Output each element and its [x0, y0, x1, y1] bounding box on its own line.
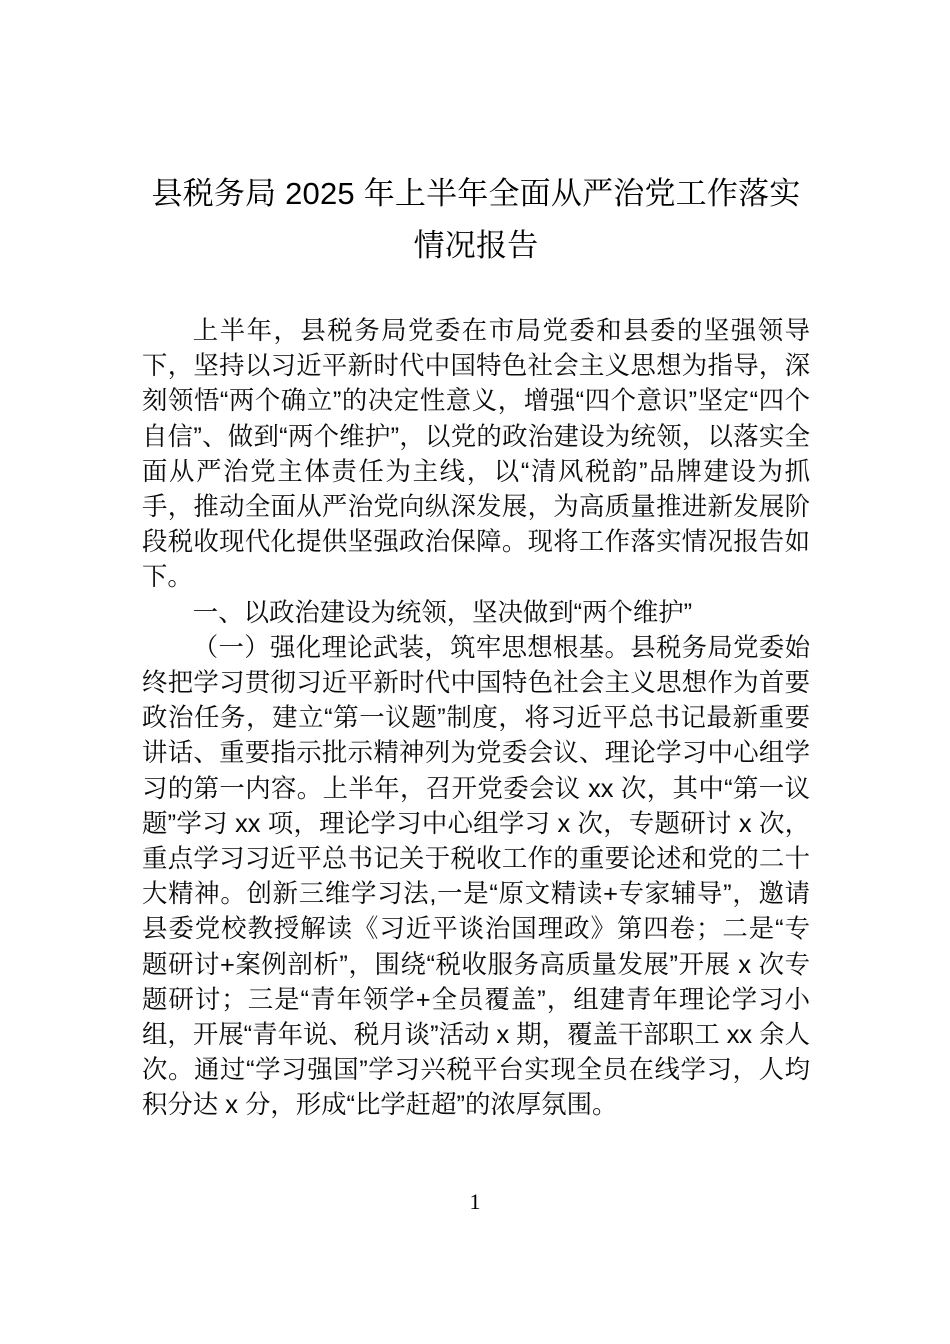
title-spacer	[142, 272, 810, 314]
page-title: 县税务局 2025 年上半年全面从严治党工作落实情况报告	[151, 176, 801, 263]
document-body	[142, 168, 810, 1124]
paragraph-intro: 上半年，县税务局党委在市局党委和县委的坚强领导下，坚持以习近平新时代中国特色社会主义思想为指导，深刻领悟“两个确立”的决定性意义，增强“四个意识”坚定“四个自信”、做到“两个维护”，以党的政治建设为统领，以落实全面从严治党主体责任为主线，以“清风税韵”品牌建设为抓手，推动全面从严治党向纵深发展，为高质量推进新发展阶段税收现代化提供坚强政治保障。现将工作落实情况报告如下。	[142, 317, 810, 592]
section-heading-1: 一、以政治建设为统领，坚决做到“两个维护”	[192, 598, 693, 627]
paragraph-section-1-1: （一）强化理论武装，筑牢思想根基。县税务局党委始终把学习贯彻习近平新时代中国特色社会主义思想作为首要政治任务，建立“第一议题”制度，将习近平总书记最新重要讲话、重要指示批示精神列为党委会议、理论学习中心组学习的第一内容。上半年，召开党委会议 xx 次，其中“第一议题”学习 xx 项，理论学习中心组学习 x 次，专题研讨 x 次，重点学习习近平总书记关于税收工作的重要论述和党的二十大精神。创新三维学习法,一是“原文精读+专家辅导”，邀请县委党校教授解读《习近平谈治国理政》第四卷；二是“专题研讨+案例剖析”，围绕“税收服务高质量发展”开展 x 次专题研讨；三是“青年领学+全员覆盖”，组建青年理论学习小组，开展“青年说、税月谈”活动 x 期，覆盖干部职工 xx 余人次。通过“学习强国”学习兴税平台实现全员在线学习，人均积分达 x 分，形成“比学赶超”的浓厚氛围。	[142, 633, 811, 1120]
page-number: 1	[469, 1189, 481, 1214]
